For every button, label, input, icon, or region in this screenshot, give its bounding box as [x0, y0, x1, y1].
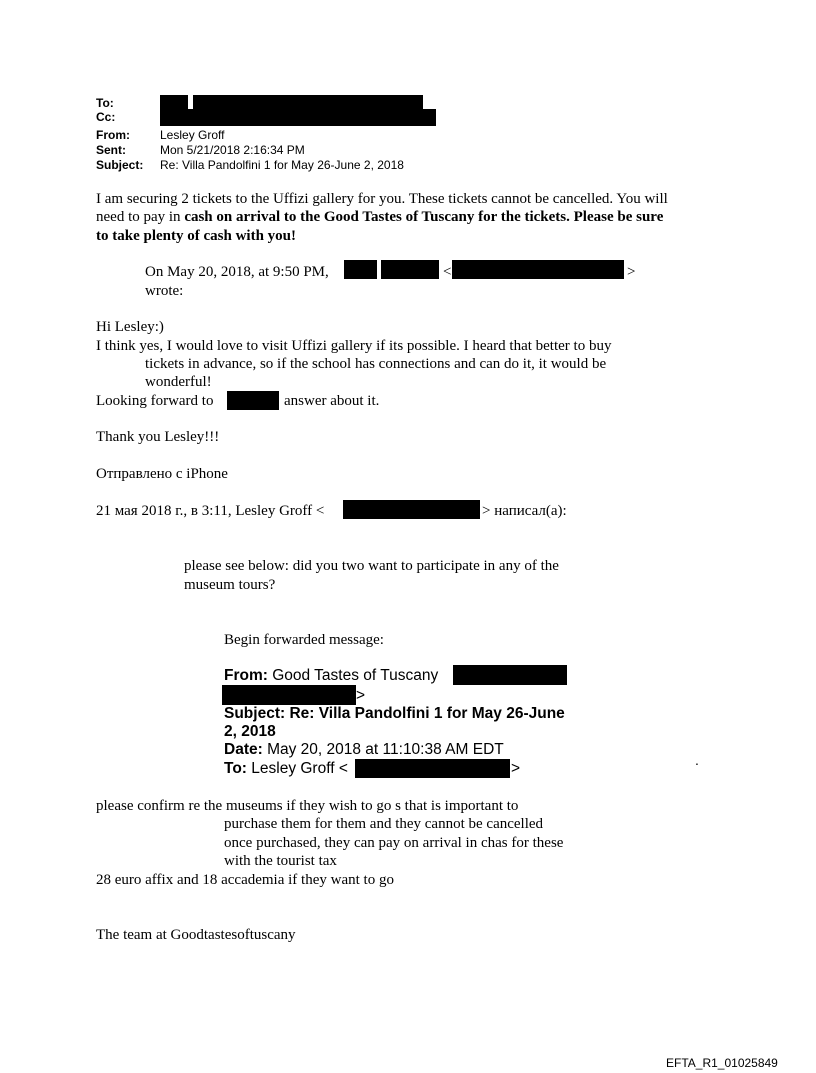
- reply-line-1: I am securing 2 tickets to the Uffizi gallery for you. These tickets cannot be cancelled. You will: [96, 191, 668, 207]
- reply-line-3: to take plenty of cash with you!: [96, 228, 297, 244]
- forwarded-subject-value-1: Re: Villa Pandolfini 1 for May 26-June: [289, 705, 565, 722]
- redaction-sender-2: [222, 685, 356, 705]
- lesley-note-line-2: museum tours?: [184, 577, 276, 593]
- lesley-note-line-1: please see below: did you two want to participate in any of the: [184, 558, 559, 574]
- redaction-cc: [160, 109, 436, 126]
- redaction-email-1: [452, 260, 624, 279]
- forwarded-from-value: Good Tastes of Tuscany: [272, 667, 439, 684]
- forwarded-to-gt: >: [511, 760, 521, 777]
- from-label: From:: [96, 128, 130, 142]
- redaction-email-3: [355, 759, 510, 778]
- subject-value: Re: Villa Pandolfini 1 for May 26-June 2, 2018: [160, 158, 404, 172]
- forwarded-date-value: May 20, 2018 at 11:10:38 AM EDT: [267, 741, 504, 758]
- forwarded-from-label: From:: [224, 667, 268, 684]
- message-body-3: wonderful!: [145, 374, 212, 390]
- forwarded-subject-label: Subject:: [224, 705, 286, 722]
- ru-line-b: > написал(а):: [482, 503, 567, 519]
- ru-line-a: 21 мая 2018 г., в 3:11, Lesley Groff <: [96, 503, 325, 519]
- sent-label: Sent:: [96, 143, 126, 157]
- forwarded-from: [224, 667, 438, 684]
- quote-gt: >: [627, 264, 636, 280]
- team-line-4: with the tourist tax: [224, 853, 337, 869]
- message-sent-from: Отправлено с iPhone: [96, 466, 228, 482]
- forwarded-date: [224, 741, 504, 758]
- message-looking-b: answer about it.: [284, 393, 380, 409]
- quote-lt: <: [443, 264, 452, 280]
- reply-line-2: [96, 208, 663, 226]
- message-greeting: Hi Lesley:): [96, 319, 164, 335]
- quote-wrote: wrote:: [145, 283, 184, 299]
- forwarded-to-value: Lesley Groff <: [251, 760, 348, 777]
- message-body-2: tickets in advance, so if the school has connections and can do it, it would be: [145, 356, 607, 372]
- from-value: Lesley Groff: [160, 128, 225, 142]
- team-line-3: once purchased, they can pay on arrival in chas for these: [224, 835, 564, 851]
- forwarded-subject-1: [224, 705, 565, 722]
- message-looking-a: Looking forward to: [96, 393, 214, 409]
- redaction-sender-1: [453, 665, 567, 685]
- subject-label: Subject:: [96, 158, 144, 172]
- reply-line-2-plain: need to pay in: [96, 209, 185, 225]
- redaction-email-2: [343, 500, 480, 519]
- reply-line-2-bold: cash on arrival to the Good Tastes of Tuscany for the tickets. Please be sure: [184, 209, 664, 225]
- stray-mark: .: [695, 752, 699, 768]
- redaction-name-2: [381, 260, 439, 279]
- sent-value: Mon 5/21/2018 2:16:34 PM: [160, 143, 305, 157]
- team-line-1: please confirm re the museums if they wish to go s that is important to: [96, 798, 519, 814]
- forwarded-subject-2: 2, 2018: [224, 723, 276, 740]
- team-line-2: purchase them for them and they cannot be cancelled: [224, 816, 544, 832]
- forwarded-date-label: Date:: [224, 741, 263, 758]
- redaction-pronoun: [227, 391, 279, 410]
- redaction-to-2: [193, 95, 423, 109]
- message-thanks: Thank you Lesley!!!: [96, 429, 220, 445]
- forwarded-to: [224, 760, 348, 777]
- team-signature: The team at Goodtastesoftuscany: [96, 927, 296, 943]
- forwarded-begin: Begin forwarded message:: [224, 632, 384, 648]
- redaction-name-1: [344, 260, 377, 279]
- quote-on-line: On May 20, 2018, at 9:50 PM,: [145, 264, 329, 280]
- forwarded-to-label: To:: [224, 760, 247, 777]
- cc-label: Cc:: [96, 110, 116, 124]
- document-id: EFTA_R1_01025849: [666, 1056, 778, 1070]
- to-label: To:: [96, 96, 114, 110]
- forwarded-from-gt: >: [356, 687, 366, 704]
- message-body-1: I think yes, I would love to visit Uffizi gallery if its possible. I heard that better to buy: [96, 338, 612, 354]
- team-line-5: 28 euro affix and 18 accademia if they want to go: [96, 872, 394, 888]
- redaction-to-1: [160, 95, 188, 109]
